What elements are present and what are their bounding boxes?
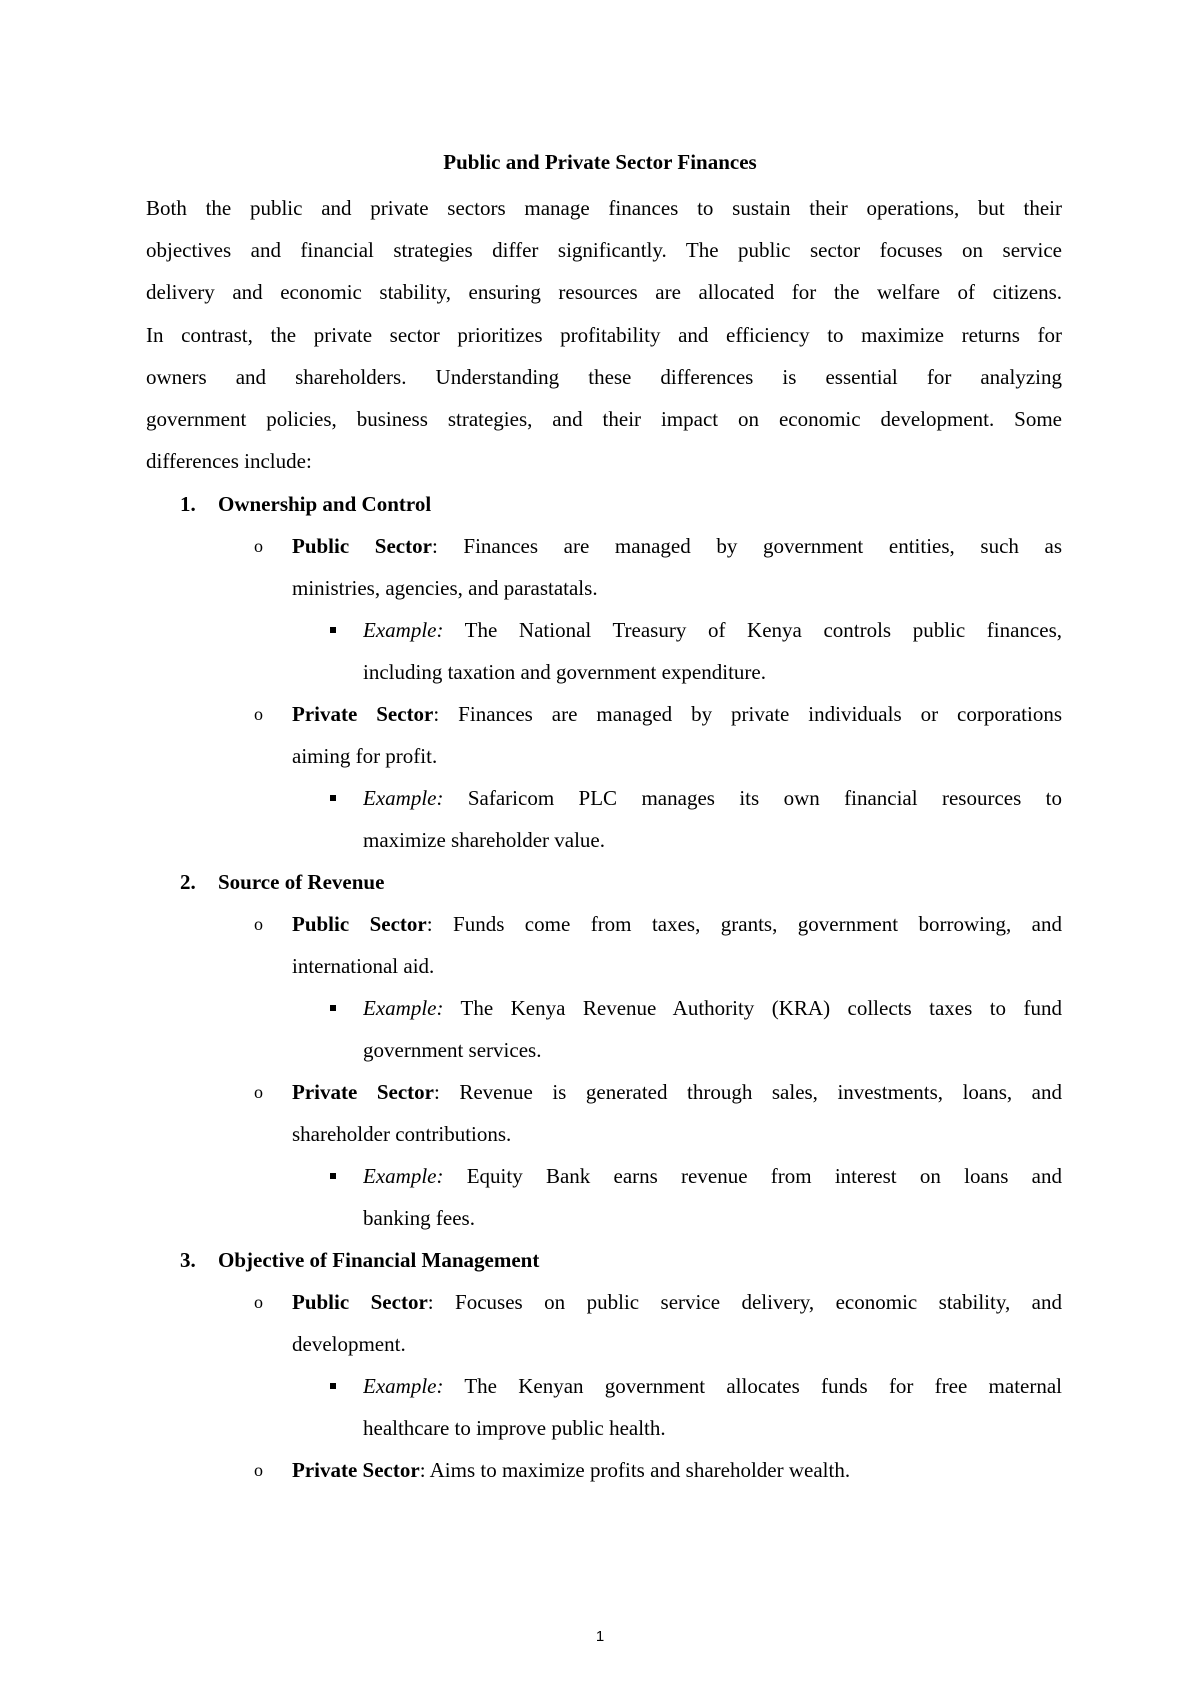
example-line xyxy=(363,609,1062,651)
sub-item-line: development. xyxy=(292,1332,406,1357)
square-bullet-icon xyxy=(330,795,336,801)
example-line-text: The Kenya Revenue Authority (KRA) collects taxes to fund xyxy=(443,996,1062,1020)
sub-item-text xyxy=(292,1449,1062,1491)
example-line: maximize shareholder value. xyxy=(363,828,605,853)
sub-item-line: international aid. xyxy=(292,954,435,979)
sub-item-line xyxy=(292,1071,1062,1113)
intro-line: objectives and financial strategies differ significantly. The public sector focuses on service xyxy=(146,238,1062,263)
example-label: Example: xyxy=(363,1164,444,1188)
circle-bullet-icon: o xyxy=(254,1082,263,1102)
sub-item-text xyxy=(292,903,1062,987)
circle-bullet-icon: o xyxy=(254,1292,263,1312)
sub-item-line-text: : Focuses on public service delivery, economic stability, and xyxy=(427,1290,1062,1314)
intro-paragraph xyxy=(146,187,1062,482)
intro-line: differences include: xyxy=(146,449,312,474)
sub-item-text xyxy=(292,525,1062,609)
sector-label: Public Sector xyxy=(292,1290,428,1314)
example-line xyxy=(363,777,1062,819)
list-number: 2. xyxy=(180,870,196,894)
example-text xyxy=(363,777,1062,861)
sub-item-text xyxy=(292,1071,1062,1155)
section-heading: Objective of Financial Management xyxy=(218,1248,540,1272)
example-line xyxy=(363,987,1062,1029)
example-text xyxy=(363,1155,1062,1239)
intro-line: Both the public and private sectors manage finances to sustain their operations, but their xyxy=(146,196,1062,220)
intro-line: owners and shareholders. Understanding these differences is essential for analyzing xyxy=(146,364,1062,389)
circle-bullet-icon: o xyxy=(254,704,263,724)
intro-line: delivery and economic stability, ensuring resources are allocated for the welfare of citizens. xyxy=(146,280,1062,305)
example-line: government services. xyxy=(363,1038,542,1063)
section-heading: Source of Revenue xyxy=(218,870,385,894)
sub-item-line xyxy=(292,693,1062,735)
sub-item-line-text: : Finances are managed by private individuals or corporations xyxy=(433,702,1062,726)
example-label: Example: xyxy=(363,1374,444,1398)
sub-item-line xyxy=(292,903,1062,945)
example-label: Example: xyxy=(363,618,444,642)
sector-label: Public Sector xyxy=(292,534,432,558)
sub-item-line xyxy=(292,525,1062,567)
section-heading: Ownership and Control xyxy=(218,492,432,516)
sector-label: Private Sector xyxy=(292,1458,420,1482)
example-line xyxy=(363,1365,1062,1407)
sub-item-line: aiming for profit. xyxy=(292,744,438,769)
example-line-text: Equity Bank earns revenue from interest on loans and xyxy=(443,1164,1062,1188)
sub-item-line-text: : Aims to maximize profits and shareholder wealth. xyxy=(419,1458,851,1482)
example-line-text: Safaricom PLC manages its own financial resources to xyxy=(443,786,1062,810)
page-title: Public and Private Sector Finances xyxy=(443,150,757,174)
sub-item-text xyxy=(292,693,1062,777)
example-line: banking fees. xyxy=(363,1206,475,1231)
sub-item-line-text: : Finances are managed by government entities, such as xyxy=(431,534,1062,558)
square-bullet-icon xyxy=(330,627,336,633)
sector-label: Private Sector xyxy=(292,702,434,726)
square-bullet-icon xyxy=(330,1383,336,1389)
square-bullet-icon xyxy=(330,1005,336,1011)
circle-bullet-icon: o xyxy=(254,536,263,556)
example-text xyxy=(363,1365,1062,1449)
example-line: healthcare to improve public health. xyxy=(363,1416,666,1441)
list-number: 3. xyxy=(180,1248,196,1272)
circle-bullet-icon: o xyxy=(254,1460,263,1480)
sub-item-text xyxy=(292,1281,1062,1365)
example-line-text: The Kenyan government allocates funds for free maternal xyxy=(443,1374,1062,1398)
sub-item-line-text: : Funds come from taxes, grants, government borrowing, and xyxy=(426,912,1062,936)
sub-item-line: ministries, agencies, and parastatals. xyxy=(292,576,598,601)
example-line-text: The National Treasury of Kenya controls public finances, xyxy=(443,618,1062,642)
sub-item-line xyxy=(292,1281,1062,1323)
example-text xyxy=(363,987,1062,1071)
example-label: Example: xyxy=(363,786,444,810)
circle-bullet-icon: o xyxy=(254,914,263,934)
list-number: 1. xyxy=(180,492,196,516)
sector-label: Public Sector xyxy=(292,912,427,936)
example-line: including taxation and government expenditure. xyxy=(363,660,766,685)
sub-item-line-text: : Revenue is generated through sales, investments, loans, and xyxy=(433,1080,1062,1104)
intro-line: In contrast, the private sector prioritizes profitability and efficiency to maximize returns for xyxy=(146,322,1062,347)
intro-line: government policies, business strategies, and their impact on economic development. Some xyxy=(146,406,1062,431)
example-label: Example: xyxy=(363,996,444,1020)
example-text xyxy=(363,609,1062,693)
sector-label: Private Sector xyxy=(292,1080,434,1104)
square-bullet-icon xyxy=(330,1173,336,1179)
sub-item-line xyxy=(292,1449,1062,1491)
example-line xyxy=(363,1155,1062,1197)
sub-item-line: shareholder contributions. xyxy=(292,1122,512,1147)
page-number: 1 xyxy=(595,1628,605,1645)
